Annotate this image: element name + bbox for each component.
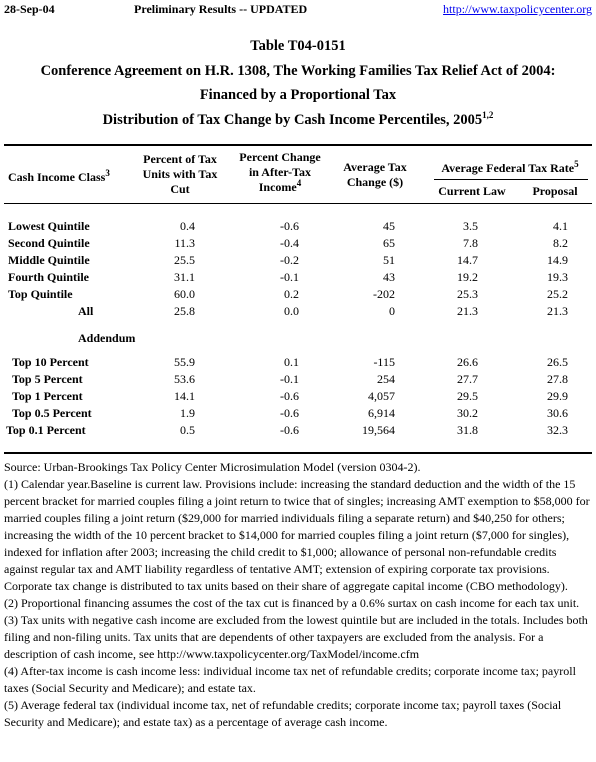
cell-avg-change: 51 — [383, 253, 395, 267]
cell-pct-change: -0.2 — [280, 253, 299, 267]
cell-pct-change: -0.6 — [280, 389, 299, 403]
col-header-pct-change — [228, 150, 332, 195]
col-header-class — [8, 170, 110, 185]
footnote-5: (5) Average federal tax (individual income tax, net of refundable credits; corporate income tax; payroll taxes (Social Security and Medicare); and estate tax) as a percentage of average cash income. — [4, 698, 562, 729]
footnote-2: (2) Proportional financing assumes the cost of the tax cut is financed by a 0.6% surtax on cash income for each tax unit. — [4, 596, 580, 610]
col-header-pct-cut-line1: Percent of Tax — [143, 152, 217, 166]
cell-current-law: 14.7 — [457, 253, 478, 267]
cell-pct-cut: 55.9 — [174, 355, 195, 369]
row-label: Second Quintile — [8, 236, 90, 250]
cell-proposal: 25.2 — [547, 287, 568, 301]
col-header-class-sup: 3 — [105, 168, 110, 178]
cell-proposal: 8.2 — [553, 236, 568, 250]
cell-avg-change: 65 — [383, 236, 395, 250]
cell-proposal: 4.1 — [553, 219, 568, 233]
row-label: All — [78, 304, 94, 318]
footnote-3: (3) Tax units with negative cash income are excluded from the lowest quintile but are included in the totals. Includes both filing and non-filing units. Tax units that are dependents of other taxpayers are excluded from the analysis. For a description of cash income, see http://www.taxpolicycenter.org/TaxModel/income.cfm — [4, 613, 588, 661]
cell-proposal: 29.9 — [547, 389, 568, 403]
table-title-line2: Financed by a Proportional Tax — [199, 87, 397, 103]
col-header-avg-change-line2: Change ($) — [346, 175, 404, 189]
col-header-current-law: Current Law — [438, 184, 506, 198]
cell-avg-change: 254 — [377, 372, 395, 386]
cell-pct-change: -0.6 — [280, 423, 299, 437]
col-header-avg-rate — [425, 161, 595, 176]
cell-current-law: 31.8 — [457, 423, 478, 437]
cell-pct-cut: 31.1 — [174, 270, 195, 284]
table-row — [0, 286, 596, 303]
cell-pct-cut: 25.8 — [174, 304, 195, 318]
table-row — [0, 388, 596, 405]
cell-avg-change: 0 — [389, 304, 395, 318]
cell-pct-cut: 11.3 — [174, 236, 195, 250]
table-row — [0, 218, 596, 235]
row-label: Top 0.5 Percent — [12, 406, 92, 420]
col-header-pct-change-sup: 4 — [296, 178, 302, 188]
cell-pct-change: -0.6 — [280, 406, 299, 420]
cell-pct-cut: 1.9 — [180, 406, 195, 420]
header-bottom-rule — [4, 203, 592, 204]
table-row — [0, 405, 596, 422]
col-header-avg-rate-sup: 5 — [574, 159, 579, 169]
row-label: Top 10 Percent — [12, 355, 89, 369]
row-label: Top Quintile — [8, 287, 73, 301]
cell-proposal: 19.3 — [547, 270, 568, 284]
table-bottom-rule — [4, 452, 592, 454]
cell-pct-cut: 25.5 — [174, 253, 195, 267]
row-label: Middle Quintile — [8, 253, 90, 267]
title-text: Distribution of Tax Change by Cash Income Percentiles, 2005 — [102, 111, 483, 128]
cell-proposal: 30.6 — [547, 406, 568, 420]
col-header-class-text: Cash Income Class — [8, 170, 106, 184]
footnote-4: (4) After-tax income is cash income less: individual income tax net of refundable credits; corporate income tax; payroll taxes (Social Security and Medicare); and estate tax. — [4, 664, 576, 695]
cell-pct-cut: 0.4 — [180, 219, 195, 233]
cell-pct-cut: 53.6 — [174, 372, 195, 386]
table-row — [0, 252, 596, 269]
cell-pct-cut: 14.1 — [174, 389, 195, 403]
cell-current-law: 7.8 — [463, 236, 478, 250]
row-label: Lowest Quintile — [8, 219, 90, 233]
table-titles — [0, 34, 596, 132]
cell-pct-change: 0.1 — [284, 355, 299, 369]
cell-current-law: 21.3 — [457, 304, 478, 318]
col-header-pct-change-line2: in After-Tax — [248, 165, 312, 179]
cell-current-law: 25.3 — [457, 287, 478, 301]
cell-avg-change: -115 — [373, 355, 395, 369]
row-label: Top 5 Percent — [12, 372, 83, 386]
cell-pct-change: -0.1 — [280, 270, 299, 284]
cell-current-law: 26.6 — [457, 355, 478, 369]
cell-pct-cut: 60.0 — [174, 287, 195, 301]
cell-pct-change: 0.0 — [284, 304, 299, 318]
table-title-line3 — [0, 108, 596, 133]
cell-proposal: 27.8 — [547, 372, 568, 386]
col-header-avg-change-line1: Average Tax — [343, 160, 407, 174]
footnotes — [4, 459, 592, 731]
row-label: Top 0.1 Percent — [6, 423, 86, 437]
col-header-pct-cut-line3: Cut — [170, 182, 190, 196]
table-row — [0, 371, 596, 388]
table-row — [0, 422, 596, 439]
addendum-heading: Addendum — [78, 331, 136, 345]
table-id: Table T04-0151 — [250, 38, 346, 54]
cell-proposal: 32.3 — [547, 423, 568, 437]
cell-proposal: 21.3 — [547, 304, 568, 318]
cell-proposal: 26.5 — [547, 355, 568, 369]
col-header-pct-cut — [128, 152, 232, 197]
cell-avg-change: 45 — [383, 219, 395, 233]
table-title-line1: Conference Agreement on H.R. 1308, The Working Families Tax Relief Act of 2004: — [40, 62, 556, 79]
cell-avg-change: 4,057 — [368, 389, 395, 403]
cell-avg-change: 19,564 — [362, 423, 395, 437]
col-header-pct-cut-line2: Units with Tax — [142, 167, 218, 181]
col-header-pct-change-line1: Percent Change — [239, 150, 321, 164]
row-label: Top 1 Percent — [12, 389, 83, 403]
col-header-proposal: Proposal — [532, 184, 578, 198]
cell-avg-change: 43 — [383, 270, 395, 284]
cell-current-law: 29.5 — [457, 389, 478, 403]
footnote-source: Source: Urban-Brookings Tax Policy Center Microsimulation Model (version 0304-2). — [4, 460, 421, 474]
col-header-pct-change-text: Income — [258, 180, 297, 194]
cell-pct-change: -0.4 — [280, 236, 299, 250]
cell-avg-change: -202 — [373, 287, 395, 301]
report-status: Preliminary Results -- UPDATED — [134, 2, 308, 16]
table-row-total — [0, 303, 596, 320]
row-label: Fourth Quintile — [8, 270, 90, 284]
title-footnote-ref: 1,2 — [482, 109, 494, 120]
col-header-pct-change-line3 — [228, 180, 332, 195]
col-header-avg-change — [333, 160, 417, 190]
cell-current-law: 27.7 — [457, 372, 478, 386]
cell-avg-change: 6,914 — [368, 406, 395, 420]
cell-proposal: 14.9 — [547, 253, 568, 267]
table-row — [0, 354, 596, 371]
cell-current-law: 3.5 — [463, 219, 478, 233]
col-header-avg-rate-text: Average Federal Tax Rate — [441, 161, 575, 175]
cell-pct-change: -0.1 — [280, 372, 299, 386]
report-date: 28-Sep-04 — [4, 2, 55, 16]
site-link[interactable]: http://www.taxpolicycenter.org — [443, 2, 592, 16]
header-top-rule — [4, 144, 592, 146]
cell-current-law: 30.2 — [457, 406, 478, 420]
rate-group-rule — [434, 179, 588, 180]
cell-current-law: 19.2 — [457, 270, 478, 284]
footnote-1: (1) Calendar year.Baseline is current law. Provisions include: increasing the standard deduction and the width of the 15 percent bracket for married couples filing a joint return to twice that of singles; increasing AMT exemption to $58,000 for married couples filing a joint return ($29,000 for married individuals filing a separate return) and $40,250 for others; increasing the width of the 10 percent bracket to $14,000 for married couples filing a joint return ($7,000 for singles), indexed for inflation after 2003; increasing the child credit to $1,000; allowance of personal non-refundable credits against regular tax and AMT liability regardless of tentative AMT; extension of expiring corporate tax provisions. Corporate tax change is distributed to tax units based on their share of aggregate capital income (CBO methodology). — [4, 477, 590, 593]
cell-pct-cut: 0.5 — [180, 423, 195, 437]
page-header — [4, 2, 592, 18]
cell-pct-change: 0.2 — [284, 287, 299, 301]
table-row — [0, 269, 596, 286]
cell-pct-change: -0.6 — [280, 219, 299, 233]
table-row — [0, 235, 596, 252]
